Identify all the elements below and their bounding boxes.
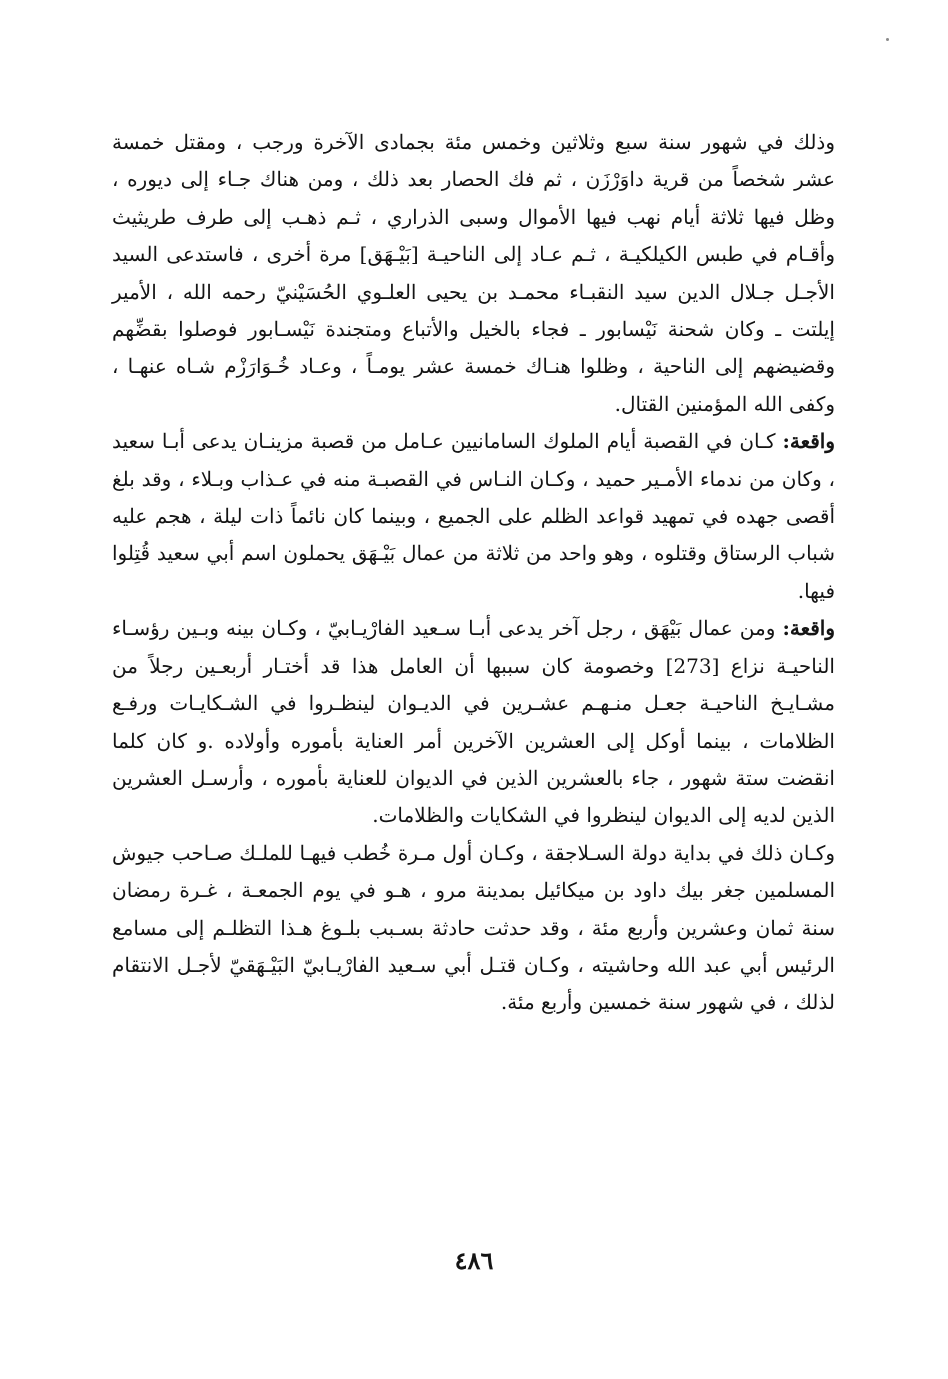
scan-speck [886, 38, 889, 41]
paragraph-4-text: وكـان ذلك في بداية دولة السـلاجقة ، وكـان أول مـرة خُطب فيهـا للملـك صـاحب جيوش المسلمين جغر بيك داود بن ميكائيل بمدينة مرو ، هـو في يوم الجمعـة ، غـرة رمضان سنة ثمان وعشرين وأربع مئة ، وقد حدثت حادثة بسـبب بلـوغ هـذا التظلـم إلى مسامع الرئيس أبي عبد الله وحاشيته ، وكـان قتـل أبي سـعيد الفارْيـابيّ البَيْـهَقيّ لأجـل الانتقام لذلك ، في شهور سنة خمسين وأربع مئة. [112, 840, 836, 1015]
paragraph-2-text: كـان في القصبة أيام الملوك السامانيين عـامل من قصبة مزينـان يدعى أبـا سعيد ، وكان من ندماء الأمـير حميد ، وكـان النـاس في القصبـة منه في عـذاب وبـلاء ، وقد بلغ أقصى جهده في تمهيد قواعد الظلم على الجميع ، وبينما كان نائماً ذات ليلة ، هجم عليه شباب الرستاق وقتلوه ، وهو واحد من ثلاثة من عمال بَيْـهَق يحملون اسم أبي سعيد قُتِلوا فيها. [112, 429, 836, 603]
paragraph-3-lead: واقعة: [782, 616, 835, 641]
paragraph-1 [112, 124, 835, 423]
body-text [112, 124, 835, 1022]
paragraph-4 [112, 835, 835, 1022]
paragraph-3-text: ومن عمال بَيْهَق ، رجل آخر يدعى أبـا سـعيد الفارْيـابيّ ، وكـان بينه وبـين رؤسـاء الناحيـة نزاع [273] وخصومة كان سببها أن العامل هذا قد أختـار أربعـين رجلاً من مشـايـخ الناحيـة جعـل منـهـم عشـرين في الديـوان لينظـروا في الشـكايـات ورفـع الظلامات ، بينما أوكل إلى العشرين الآخرين أمر العناية بأموره وأولاده .و كان كلما انقضت ستة شهور ، جاء بالعشرين الذين في الديوان للعناية بأموره ، وأرسـل العشرين الذين لديه إلى الديوان لينظروا في الشكايات والظلامات. [112, 616, 835, 828]
paragraph-1-text: وذلك في شهور سنة سبع وثلاثين وخمس مئة بجمادى الآخرة ورجب ، ومقتل خمسة عشر شخصاً من قرية داوَرْزَن ، ثم فك الحصار بعد ذلك ، ومن هناك جـاء إلى ديوره ، وظل فيها ثلاثة أيام نهب فيها الأموال وسبى الذراري ، ثـم ذهـب إلى طرف طريثيث وأقـام في طبس الكيلكيـة ، ثـم عـاد إلى الناحيـة [بَيْـهَق] مرة أخرى ، فاستدعى السيد الأجـل جـلال الدين سيد النقبـاء محمـد بن يحيى العلـوي الحُسَيْنيّ رحمه الله ، الأمير إيلتت ـ وكان شحنة نَيْسابور ـ فجاء بالخيل والأتباع ومتجندة نَيْسـابور فوصلوا بقضِّهم وقضيضهم إلى الناحية ، وظلوا هنـاك خمسة عشر يومـاً ، وعـاد خُـوَارَزْم شـاه عنهـا ، وكفى الله المؤمنين القتال. [112, 130, 835, 416]
page-number: ٤٨٦ [454, 1246, 494, 1275]
paragraph-2 [112, 423, 835, 610]
paragraph-3 [112, 610, 835, 834]
paragraph-2-lead: واقعة: [782, 429, 835, 454]
